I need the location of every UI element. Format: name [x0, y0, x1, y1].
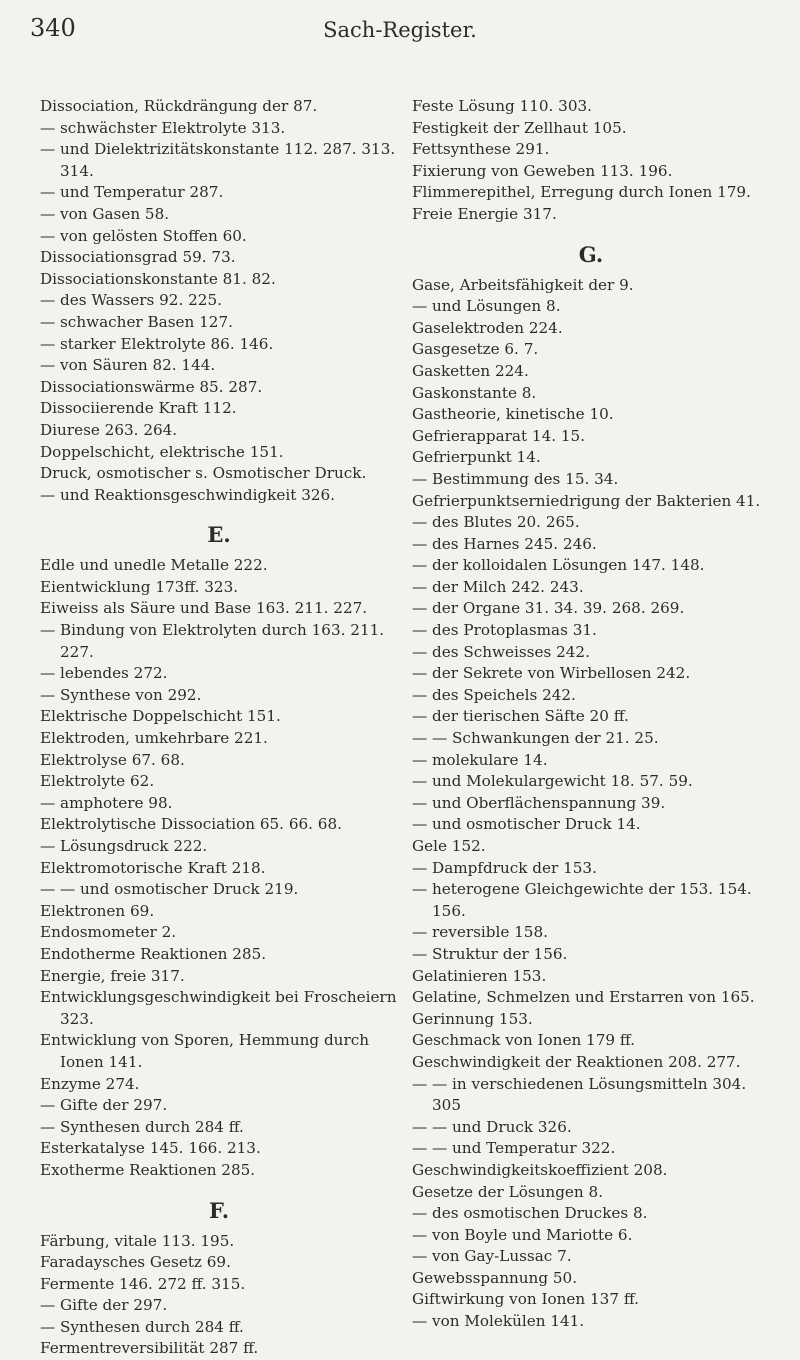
index-entry: — molekulare 14.	[412, 750, 548, 769]
index-entry: — Gifte der 297.	[40, 1296, 168, 1315]
index-entry: — der Milch 242. 243.	[412, 577, 584, 596]
index-entry: — und Temperatur 287.	[40, 183, 224, 202]
index-entry: — und Molekulargewicht 18. 57. 59.	[412, 772, 693, 791]
index-column-left	[40, 96, 398, 1360]
index-entry: Feste Lösung 110. 303.	[412, 97, 593, 115]
index-entry: — — in verschiedenen Lösungsmitteln 304. 305	[412, 1074, 747, 1115]
index-entry: Druck, osmotischer s. Osmotischer Druck.	[40, 464, 367, 483]
index-column-right	[412, 96, 770, 1333]
index-entry: Diurese 263. 264.	[40, 420, 178, 439]
index-entry: Fettsynthese 291.	[412, 140, 550, 159]
index-entry: Geschwindigkeit der Reaktionen 208. 277.	[412, 1052, 741, 1071]
index-entry: Fermente 146. 272 ff. 315.	[40, 1274, 246, 1293]
index-entry: — und Oberflächenspannung 39.	[412, 793, 666, 812]
index-entry: — und Lösungen 8.	[412, 297, 561, 316]
index-entry: Dissociierende Kraft 112.	[40, 399, 237, 418]
index-entry: Elektrolytische Dissociation 65. 66. 68.	[40, 815, 342, 834]
index-entry: — Dampfdruck der 153.	[412, 858, 597, 877]
index-entry: Festigkeit der Zellhaut 105.	[412, 118, 627, 137]
index-entry: Elektronen 69.	[40, 901, 155, 920]
index-entry: Gewebsspannung 50.	[412, 1268, 578, 1287]
index-entry: — reversible 158.	[412, 923, 548, 942]
index-entry: — starker Elektrolyte 86. 146.	[40, 334, 274, 353]
index-entry: Gasgesetze 6. 7.	[412, 340, 539, 359]
index-entry: Endosmometer 2.	[40, 923, 177, 942]
index-entry: Gastheorie, kinetische 10.	[412, 405, 614, 424]
index-entry: — der tierischen Säfte 20 ff.	[412, 707, 629, 726]
index-entry: — des Schweisses 242.	[412, 642, 590, 661]
index-entry: — lebendes 272.	[40, 664, 168, 683]
page-number: 340	[30, 14, 76, 42]
index-entry: — und Dielektrizitätskonstante 112. 287. 313. 314.	[40, 140, 396, 180]
index-entry: — von Säuren 82. 144.	[40, 356, 216, 375]
index-entry: — — Schwankungen der 21. 25.	[412, 729, 659, 748]
index-entry: Gesetze der Lösungen 8.	[412, 1182, 604, 1201]
index-entry: — des Protoplasmas 31.	[412, 621, 597, 640]
index-entry: Enzyme 274.	[40, 1074, 140, 1093]
running-head: Sach-Register.	[323, 18, 477, 42]
index-entry: Freie Energie 317.	[412, 204, 557, 223]
index-entry: Entwicklungsgeschwindigkeit bei Froscheiern 323.	[40, 988, 397, 1028]
index-entry: Gaselektroden 224.	[412, 318, 563, 337]
index-entry: Endotherme Reaktionen 285.	[40, 944, 267, 963]
index-entry: Elektroden, umkehrbare 221.	[40, 729, 268, 748]
index-entry: — von gelösten Stoffen 60.	[40, 226, 247, 245]
index-entry: — des Wassers 92. 225.	[40, 291, 222, 310]
index-entry: Elektrolyte 62.	[40, 772, 155, 791]
index-entry: Fermentreversibilität 287 ff.	[40, 1339, 259, 1358]
index-entry: Gele 152.	[412, 837, 486, 855]
index-entry: Färbung, vitale 113. 195.	[40, 1231, 235, 1250]
index-entry: — des Harnes 245. 246.	[412, 534, 597, 553]
index-entry: Gefrierpunkt 14.	[412, 448, 541, 467]
index-entry: — und osmotischer Druck 14.	[412, 815, 641, 834]
section-letter: E.	[207, 522, 231, 548]
index-entry: — amphotere 98.	[40, 793, 173, 812]
index-entry: Dissociationsgrad 59. 73.	[40, 248, 236, 267]
index-entry: Gaskonstante 8.	[412, 383, 537, 402]
index-entry: Faradaysches Gesetz 69.	[40, 1253, 231, 1272]
index-entry: — des osmotischen Druckes 8.	[412, 1204, 648, 1223]
index-entry: — Synthese von 292.	[40, 685, 202, 704]
index-entry: — — und osmotischer Druck 219.	[40, 880, 299, 899]
index-entry: — von Gay-Lussac 7.	[412, 1247, 572, 1266]
index-entry: — Synthesen durch 284 ff.	[40, 1317, 244, 1336]
index-entry: — Lösungsdruck 222.	[40, 837, 208, 855]
index-entry: Geschmack von Ionen 179 ff.	[412, 1031, 635, 1050]
index-entry: Elektrolyse 67. 68.	[40, 750, 185, 769]
index-entry: — des Blutes 20. 265.	[412, 513, 580, 532]
index-entry: — Bestimmung des 15. 34.	[412, 469, 619, 488]
index-entry: Dissociation, Rückdrängung der 87.	[40, 97, 318, 115]
section-letter: G.	[578, 241, 604, 267]
index-entry: Gelatine, Schmelzen und Erstarren von 165.	[412, 988, 755, 1007]
index-entry: Eientwicklung 173ff. 323.	[40, 577, 239, 596]
index-entry: Doppelschicht, elektrische 151.	[40, 442, 284, 461]
index-entry: — schwacher Basen 127.	[40, 312, 233, 331]
index-entry: Giftwirkung von Ionen 137 ff.	[412, 1290, 639, 1309]
index-entry: Eiweiss als Säure und Base 163. 211. 227.	[40, 599, 368, 618]
index-entry: — der kolloidalen Lösungen 147. 148.	[412, 556, 705, 575]
index-entry: Geschwindigkeitskoeffizient 208.	[412, 1160, 668, 1179]
index-entry: Energie, freie 317.	[40, 966, 185, 985]
index-entry: — der Organe 31. 34. 39. 268. 269.	[412, 599, 685, 618]
index-entry: — — und Temperatur 322.	[412, 1139, 616, 1158]
index-entry: — heterogene Gleichgewichte der 153. 154. 156.	[412, 880, 752, 920]
index-entry: Dissociationskonstante 81. 82.	[40, 269, 276, 288]
index-entry: Gasketten 224.	[412, 361, 529, 380]
index-entry: Gerinnung 153.	[412, 1009, 533, 1028]
index-entry: — von Gasen 58.	[40, 204, 170, 223]
index-entry: — der Sekrete von Wirbellosen 242.	[412, 664, 691, 683]
index-entry: Gelatinieren 153.	[412, 966, 547, 985]
index-entry: — von Boyle und Mariotte 6.	[412, 1225, 633, 1244]
index-entry: Esterkatalyse 145. 166. 213.	[40, 1139, 261, 1158]
index-entry: Elektrische Doppelschicht 151.	[40, 707, 281, 726]
index-entry: — Gifte der 297.	[40, 1096, 168, 1115]
index-entry: Gefrierapparat 14. 15.	[412, 426, 586, 445]
index-entry: Gefrierpunktserniedrigung der Bakterien 41.	[412, 491, 761, 510]
index-entry: — — und Druck 326.	[412, 1117, 572, 1136]
index-entry: — Bindung von Elektrolyten durch 163. 211. 227.	[40, 621, 385, 661]
index-entry: Fixierung von Geweben 113. 196.	[412, 161, 673, 180]
section-letter: F.	[208, 1197, 230, 1223]
index-entry: — und Reaktionsgeschwindigkeit 326.	[40, 485, 336, 504]
index-entry: Flimmerepithel, Erregung durch Ionen 179.	[412, 183, 751, 202]
index-entry: — Synthesen durch 284 ff.	[40, 1117, 244, 1136]
index-entry: — Struktur der 156.	[412, 944, 568, 963]
index-entry: Exotherme Reaktionen 285.	[40, 1160, 256, 1179]
index-entry: Elektromotorische Kraft 218.	[40, 858, 266, 877]
index-entry: Edle und unedle Metalle 222.	[40, 556, 268, 575]
index-entry: Entwicklung von Sporen, Hemmung durch Ionen 141.	[40, 1031, 369, 1071]
index-entry: Dissociationswärme 85. 287.	[40, 377, 263, 396]
index-entry: — schwächster Elektrolyte 313.	[40, 118, 286, 137]
index-entry: — von Molekülen 141.	[412, 1312, 585, 1331]
index-entry: Gase, Arbeitsfähigkeit der 9.	[412, 275, 634, 294]
index-entry: — des Speichels 242.	[412, 685, 576, 704]
